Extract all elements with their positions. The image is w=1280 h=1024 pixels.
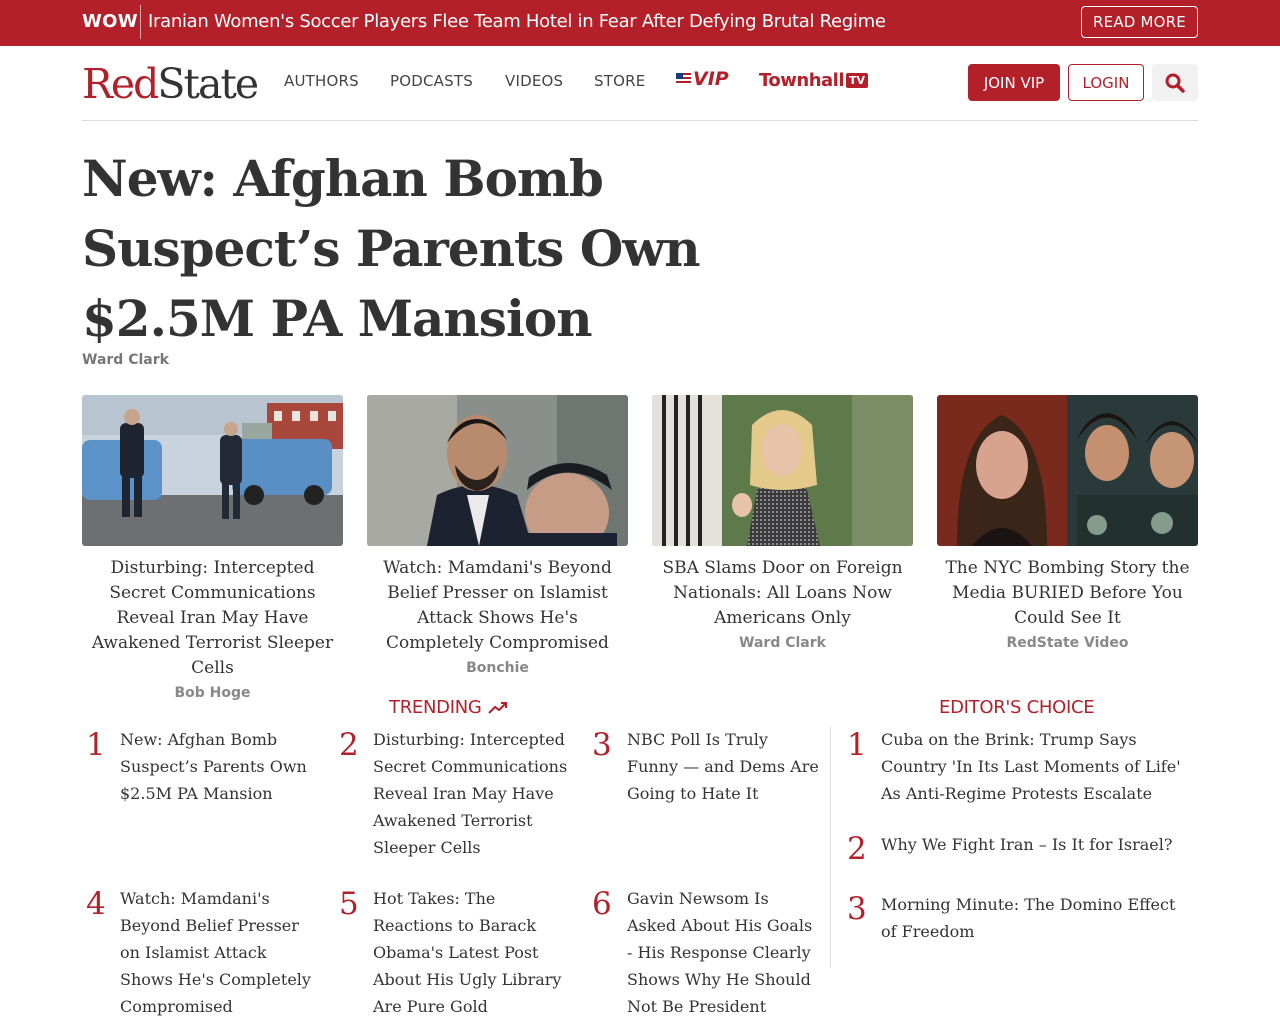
header-divider <box>82 120 1198 121</box>
join-vip-button[interactable]: JOIN VIP <box>968 64 1060 101</box>
editors-item-link[interactable]: Why We Fight Iran – Is It for Israel? <box>881 835 1173 854</box>
search-icon <box>1165 73 1185 93</box>
read-more-button[interactable]: READ MORE <box>1081 6 1198 38</box>
flag-icon <box>676 73 691 85</box>
alert-tag: WOW <box>82 11 138 32</box>
nav-store[interactable]: STORE <box>594 72 646 90</box>
editors-item-link[interactable]: Morning Minute: The Domino Effect of Freedom <box>881 895 1176 941</box>
trending-rank: 6 <box>592 886 612 922</box>
editors-rank: 1 <box>847 727 867 763</box>
article-card[interactable] <box>652 395 913 651</box>
trending-up-icon <box>488 701 508 715</box>
editors-choice-label: EDITOR'S CHOICE <box>939 697 1095 718</box>
article-title[interactable]: Disturbing: Intercepted Secret Communications Reveal Iran May Have Awakened Terrorist Sleeper Cells <box>91 558 334 678</box>
editors-choice-heading <box>939 697 1094 718</box>
nav-townhall-tv[interactable] <box>759 70 868 91</box>
trending-item-link[interactable]: NBC Poll Is Truly Funny — and Dems Are Going to Hate It <box>627 730 819 803</box>
trending-rank: 2 <box>339 727 359 763</box>
article-author[interactable]: RedState Video <box>1006 635 1129 651</box>
article-author[interactable]: Bob Hoge <box>174 685 251 701</box>
featured-headline[interactable]: New: Afghan Bomb Suspect’s Parents Own $2.5M PA Mansion <box>82 149 700 348</box>
alert-divider <box>140 5 141 39</box>
article-photo[interactable] <box>937 395 1198 546</box>
nav-videos[interactable]: VIDEOS <box>505 72 564 90</box>
editors-item-link[interactable]: Cuba on the Brink: Trump Says Country 'In Its Last Moments of Life' As Anti-Regime Protests Escalate <box>881 730 1181 803</box>
trending-item-link[interactable]: Gavin Newsom Is Asked About His Goals - His Response Clearly Shows Why He Should Not Be President <box>627 889 813 1016</box>
nav-authors[interactable]: AUTHORS <box>284 72 359 90</box>
trending-heading <box>389 697 508 718</box>
trending-item-link[interactable]: Hot Takes: The Reactions to Barack Obama's Latest Post About His Ugly Library Are Pure Gold <box>373 889 562 1016</box>
article-photo[interactable] <box>367 395 628 546</box>
article-card[interactable] <box>82 395 343 701</box>
logo-dark: State <box>157 60 258 108</box>
article-title[interactable]: SBA Slams Door on Foreign Nationals: All Loans Now Americans Only <box>662 558 903 628</box>
article-title[interactable]: Watch: Mamdani's Beyond Belief Presser on Islamist Attack Shows He's Completely Compromised <box>383 558 612 653</box>
trending-rank: 4 <box>86 886 106 922</box>
alert-bar <box>0 0 1280 46</box>
nav-podcasts[interactable]: PODCASTS <box>390 72 473 90</box>
tv-badge: TV <box>846 73 868 88</box>
trending-rank: 5 <box>339 886 359 922</box>
editors-rank: 2 <box>847 831 867 867</box>
search-button[interactable] <box>1152 64 1198 101</box>
trending-label: TRENDING <box>389 697 482 718</box>
article-author[interactable]: Ward Clark <box>739 635 826 651</box>
article-photo[interactable] <box>82 395 343 546</box>
article-author[interactable]: Bonchie <box>466 660 529 676</box>
trending-rank: 3 <box>592 727 612 763</box>
article-card[interactable] <box>937 395 1198 651</box>
townhall-label: Townhall <box>759 70 844 91</box>
nav-vip[interactable] <box>676 68 729 90</box>
article-photo[interactable] <box>652 395 913 546</box>
column-divider <box>830 727 831 968</box>
alert-headline-link[interactable]: Iranian Women's Soccer Players Flee Team Hotel in Fear After Defying Brutal Regime <box>148 11 886 32</box>
featured-author[interactable]: Ward Clark <box>82 352 169 368</box>
trending-item-link[interactable]: Disturbing: Intercepted Secret Communications Reveal Iran May Have Awakened Terrorist Sleeper Cells <box>373 730 568 857</box>
article-title[interactable]: The NYC Bombing Story the Media BURIED Before You Could See It <box>945 558 1190 628</box>
trending-item-link[interactable]: Watch: Mamdani's Beyond Belief Presser on Islamist Attack Shows He's Completely Compromised <box>120 889 311 1016</box>
article-card[interactable] <box>367 395 628 676</box>
trending-rank: 1 <box>86 727 106 763</box>
trending-item-link[interactable]: New: Afghan Bomb Suspect’s Parents Own $2.5M PA Mansion <box>120 730 307 803</box>
redstate-logo[interactable] <box>82 60 257 108</box>
logo-red: Red <box>82 60 158 108</box>
vip-label: VIP <box>693 68 729 90</box>
editors-rank: 3 <box>847 891 867 927</box>
login-button[interactable]: LOGIN <box>1068 64 1144 101</box>
